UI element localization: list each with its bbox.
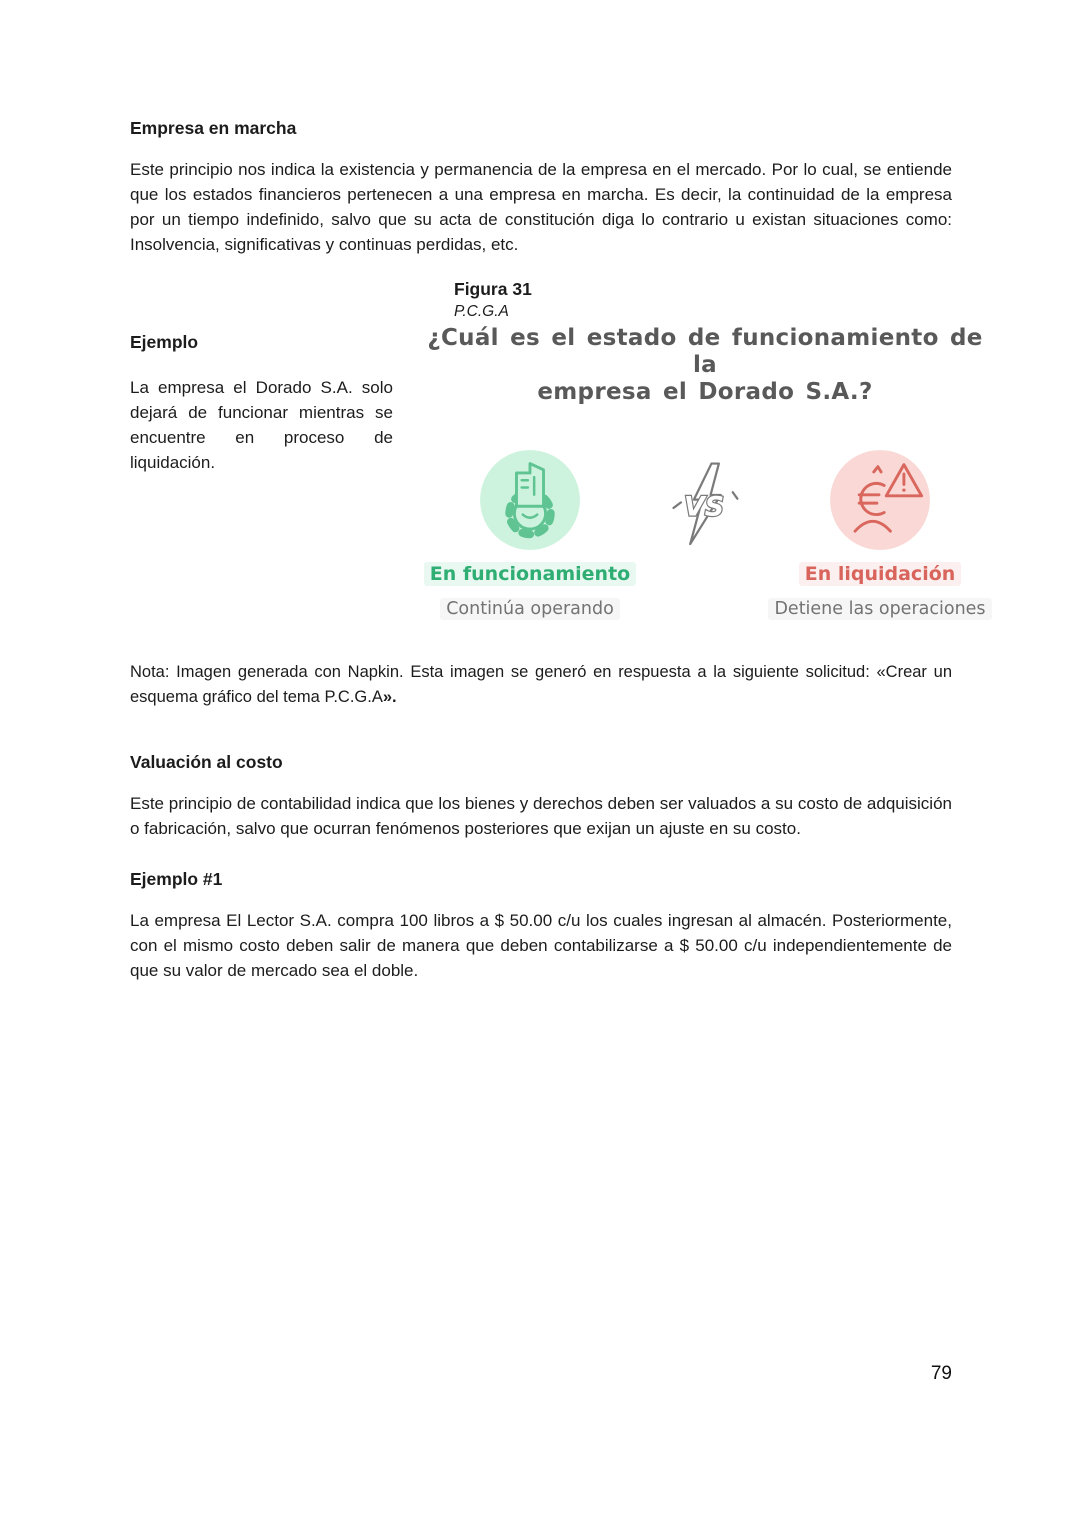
figure-number-label: Figura 31 <box>454 279 532 299</box>
paragraph-empresa: Este principio nos indica la existencia y permanencia de la empresa en el mercado. Por lo cual, se entiende que los estados financieros pertenecen a una empresa en marcha. Es decir, la continuidad de la empresa por un tiempo indefinido, salvo que su acta de constitución diga lo contrario u existan situaciones como: Insolvencia, significativas y continuas perdidas, etc. <box>130 160 952 254</box>
paragraph-ejemplo: La empresa el Dorado S.A. solo dejará de funcionar mientras se encuentre en proceso de liquidación. <box>130 378 393 472</box>
figure-column <box>410 279 1000 620</box>
example-column <box>130 279 410 620</box>
figure-note-text: Nota: Imagen generada con Napkin. Esta imagen se generó en respuesta a la siguiente solicitud: «Crear un esquema gráfico del tema P.C.G.A <box>130 663 952 706</box>
figure-left-sublabel: Continúa operando <box>440 598 620 620</box>
section-heading-empresa-en-marcha: Empresa en marcha <box>130 118 297 138</box>
euro-person-warning-icon <box>828 448 932 552</box>
figure-note-bold-suffix: ». <box>382 688 397 706</box>
figure-title-line2: empresa el Dorado S.A.? <box>537 379 873 405</box>
figure-right-label: En liquidación <box>799 562 962 586</box>
figure-left-label: En funcionamiento <box>424 562 636 586</box>
figure-image <box>410 325 1000 620</box>
figure-title-line1: ¿Cuál es el estado de funcionamiento de la <box>427 325 983 378</box>
section-heading-valuacion: Valuación al costo <box>130 752 283 772</box>
vs-icon <box>668 448 742 551</box>
figure-caption <box>410 279 1000 321</box>
figure-left-item <box>410 448 650 620</box>
section-heading-ejemplo1: Ejemplo #1 <box>130 869 223 889</box>
paragraph-valuacion: Este principio de contabilidad indica que los bienes y derechos deben ser valuados a su costo de adquisición o fabricación, salvo que ocurran fenómenos posteriores que exijan un ajuste en su costo. <box>130 794 952 838</box>
gear-factory-icon <box>478 448 582 552</box>
figure-note <box>130 660 952 710</box>
figure-icons-row <box>410 448 1000 620</box>
svg-text:VS: VS <box>684 491 725 523</box>
paragraph-ejemplo1: La empresa El Lector S.A. compra 100 libros a $ 50.00 c/u los cuales ingresan al almacén. Posteriormente, con el mismo costo deben salir de manera que deben contabilizarse a $ 50.00 c/u independientemente de que su valor de mercado sea el doble. <box>130 911 952 980</box>
figure-right-sublabel: Detiene las operaciones <box>768 598 991 620</box>
section-heading-ejemplo: Ejemplo <box>130 332 199 352</box>
figure-section <box>130 279 986 620</box>
page-number: 79 <box>930 1363 952 1384</box>
figure-title <box>410 325 1000 406</box>
figure-subtitle: P.C.G.A <box>454 303 509 320</box>
figure-right-item <box>760 448 1000 620</box>
